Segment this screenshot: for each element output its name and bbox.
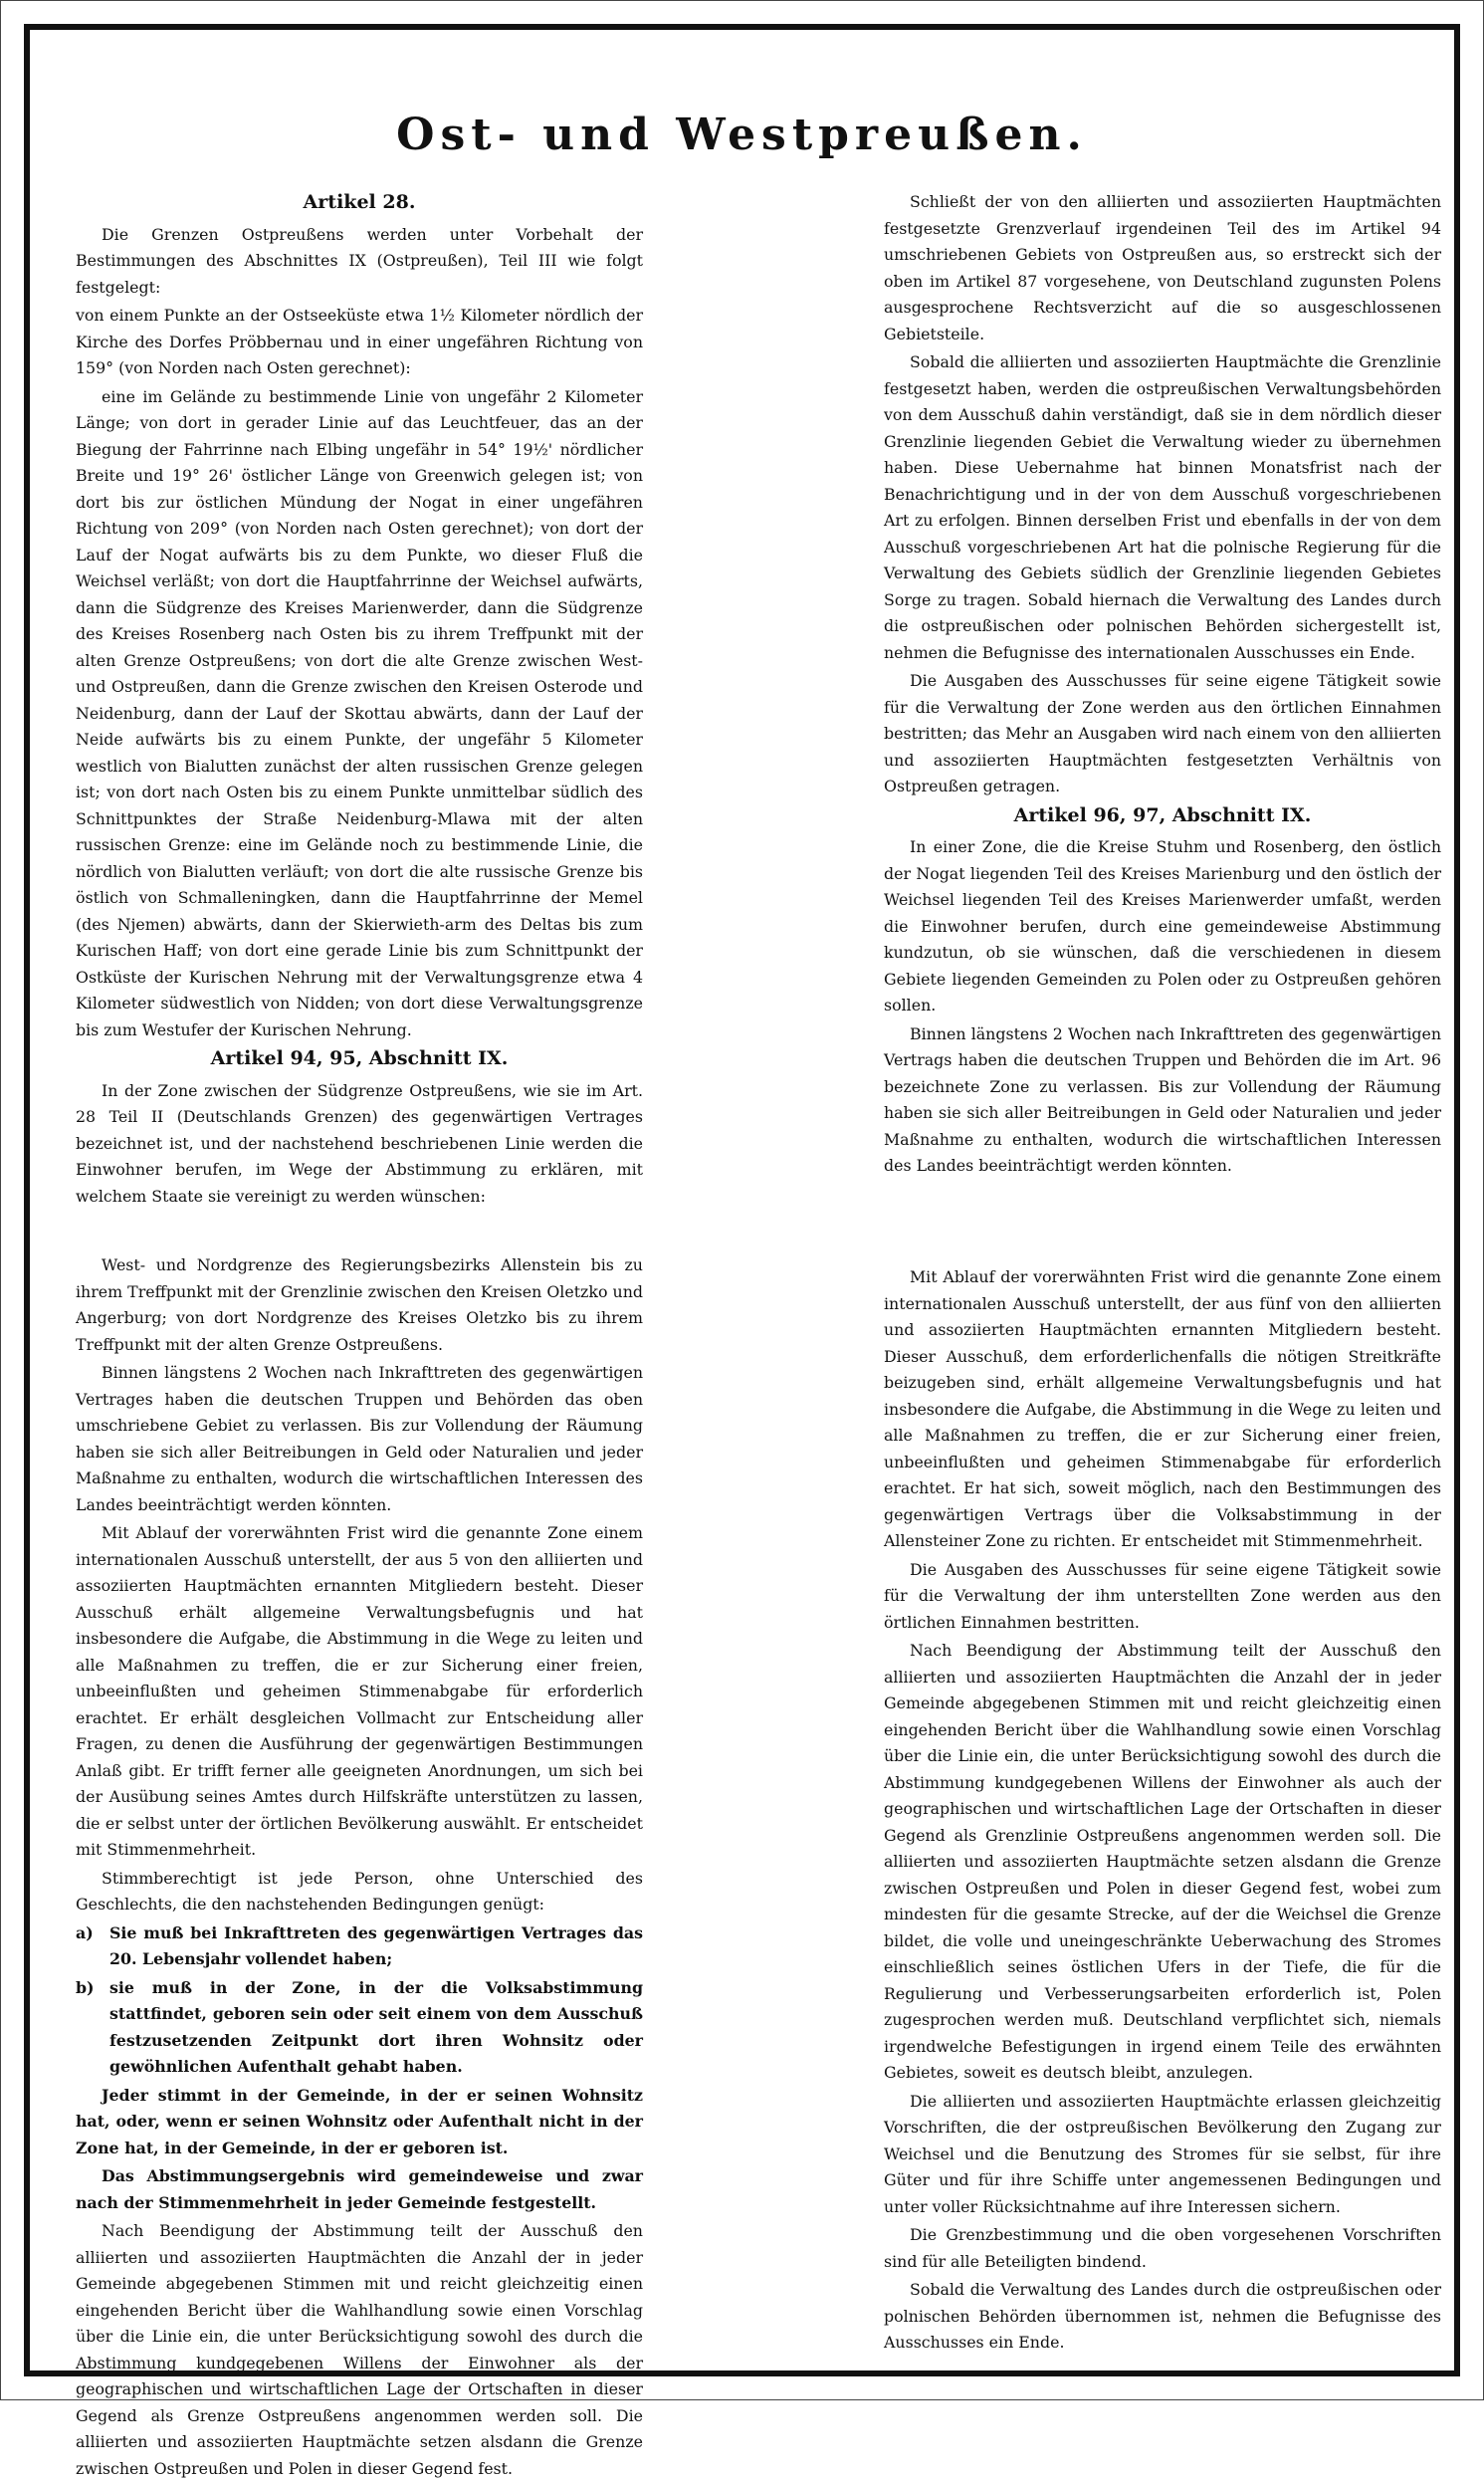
paragraph: eine im Gelände zu bestimmende Linie von ungefähr 2 Kilometer Länge; von dort in gerader Linie auf das Leuchtfeuer, das an der Biegung der Fahrrinne nach Elbing ungefähr in 54° 19½' nördlicher Breite und 19° 26' östlicher Länge von Greenwich gelegen ist; von dort bis zur östlichen Mündung der Nogat in einer ungefähren Richtung von 209° (von Norden nach Osten gerechnet); von dort der Lauf der Nogat aufwärts bis zu dem Punkte, wo dieser Fluß die Weichsel verläßt; von dort die Hauptfahrrinne der Weichsel aufwärts, dann die Südgrenze des Kreises Marienwerder, dann die Südgrenze des Kreises Rosenberg nach Osten bis zu ihrem Treffpunkt mit der alten Grenze Ostpreußens; von dort die alte Grenze zwischen West- und Ostpreußen, dann die Grenze zwischen den Kreisen Osterode und Neidenburg, dann der Lauf der Skottau abwärts, dann der Lauf der Neide aufwärts bis zu einem Punkte, der ungefähr 5 Kilometer westlich von Bialutten zunächst der alten russischen Grenze gelegen ist; von dort nach Osten bis zu einem Punkte unmittelbar südlich des Schnittpunktes der Straße Neidenburg-Mlawa mit der alten russischen Grenze: eine im Gelände noch zu bestimmende Linie, die nördlich von Bialutten verläuft; von dort die alte russische Grenze bis östlich von Schmalleningken, dann die Hauptfahrrinne der Memel (des Njemen) abwärts, dann der Skierwieth-arm des Deltas bis zum Kurischen Haff; von dort eine gerade Linie bis zum Schnittpunkt der Ostküste der Kurischen Nehrung mit der Verwaltungsgrenze etwa 4 Kilometer südwestlich von Nidden; von dort diese Verwaltungsgrenze bis zum Westufer der Kurischen Nehrung. xyxy=(76,386,643,1039)
paragraph: Die Grenzbestimmung und die oben vorgesehenen Vorschriften sind für alle Beteiligten bindend. xyxy=(884,2225,1441,2271)
list-item xyxy=(76,1920,643,1973)
list-marker: a) xyxy=(76,1922,94,1942)
article-heading: Artikel 94, 95, Abschnitt IX. xyxy=(210,1047,509,1069)
paragraph: Mit Ablauf der vorerwähnten Frist wird die genannte Zone einem internationalen Ausschuß unterstellt, der aus 5 von den alliierten und assoziierten Hauptmächten ernannten Mitgliedern besteht. Dieser Ausschuß erhält allgemeine Verwaltungsbefugnis und hat insbesondere die Aufgabe, die Abstimmung in die Wege zu leiten und alle Maßnahmen zu treffen, die er zur Sicherung einer freien, unbeeinflußten und geheimen Stimmenabgabe für erforderlich erachtet. Er erhält desgleichen Vollmacht zur Entscheidung aller Fragen, zu denen die Ausführung der gegenwärtigen Bestimmungen Anlaß gibt. Er trifft ferner alle geeigneten Anordnungen, um sich bei der Ausübung seines Amtes durch Hilfskräfte unterstützen zu lassen, die er selbst unter der örtlichen Bevölkerung auswählt. Er entscheidet mit Stimmenmehrheit. xyxy=(76,1523,643,1859)
paragraph: Die Ausgaben des Ausschusses für seine eigene Tätigkeit sowie für die Verwaltung der ihm unterstellten Zone werden aus den örtlichen Einnahmen bestritten. xyxy=(884,1559,1441,1632)
column-bottom-right xyxy=(884,1264,1441,2352)
paragraph: Mit Ablauf der vorerwähnten Frist wird die genannte Zone einem internationalen Ausschuß unterstellt, der aus fünf von den alliierten und assoziierten Hauptmächten ernannten Mitgliedern besteht. Dieser Ausschuß, dem erforderlichenfalls die nötigen Streitkräfte beizugeben sind, erhält allgemeine Verwaltungsbefugnis und hat insbesondere die Aufgabe, die Abstimmung in die Wege zu leiten und alle Maßnahmen zu treffen, die er zur Sicherung einer freien, unbeeinflußten und geheimen Stimmenabgabe für erforderlich erachtet. Er hat sich, soweit möglich, nach den Bestimmungen des gegenwärtigen Vertrags über die Volksabstimmung in der Allensteiner Zone zu richten. Er entscheidet mit Stimmenmehrheit. xyxy=(884,1267,1441,1550)
paragraph: Die Ausgaben des Ausschusses für seine eigene Tätigkeit sowie für die Verwaltung der Zone werden aus den örtlichen Einnahmen bestritten; das Mehr an Ausgaben wird nach einem von den alliierten und assoziierten Hauptmächten festgesetzten Verhältnis von Ostpreußen getragen. xyxy=(884,671,1441,795)
paragraph: Nach Beendigung der Abstimmung teilt der Ausschuß den alliierten und assoziierten Hauptmächten die Anzahl der in jeder Gemeinde abgegebenen Stimmen mit und reicht gleichzeitig einen eingehenden Bericht über die Wahlhandlung sowie einen Vorschlag über die Linie ein, die unter Berücksichtigung sowohl des durch die Abstimmung kundgegebenen Willens der Einwohner als der geographischen und wirtschaftlichen Lage der Ortschaften in dieser Gegend als Grenze Ostpreußens angenommen werden soll. Die alliierten und assoziierten Hauptmächte setzen alsdann die Grenze zwischen Ostpreußen und Polen in dieser Gegend fest. xyxy=(76,2221,643,2478)
article-heading: Artikel 96, 97, Abschnitt IX. xyxy=(1013,803,1312,826)
list-item xyxy=(76,1975,643,2081)
paragraph: Sobald die alliierten und assoziierten Hauptmächte die Grenzlinie festgesetzt haben, werden die ostpreußischen Verwaltungsbehörden von dem Ausschuß dahin verständigt, daß sie in dem nördlich dieser Grenzlinie liegenden Gebiet die Verwaltung wieder zu übernehmen haben. Diese Uebernahme hat binnen Monatsfrist nach der Benachrichtigung und in der von dem Ausschuß vorgeschriebenen Art zu erfolgen. Binnen derselben Frist und ebenfalls in der von dem Ausschuß vorgeschriebenen Art hat die polnische Regierung für die Verwaltung des Gebiets südlich der Grenzlinie liegenden Gebietes Sorge zu tragen. Sobald hiernach die Verwaltung des Landes durch die ostpreußischen oder polnischen Behörden sichergestellt ist, nehmen die Befugnisse des internationalen Ausschusses ein Ende. xyxy=(884,352,1441,662)
document-frame xyxy=(24,24,1460,2478)
list-item-text: sie muß in der Zone, in der die Volksabstimmung stattfindet, geboren sein oder seit einem von dem Ausschuß festzusetzenden Zeitpunkt dort ihren Wohnsitz oder gewöhnlichen Aufenthalt gehabt haben. xyxy=(109,1977,643,2076)
column-top-left xyxy=(76,189,643,1206)
paragraph: Das Abstimmungsergebnis wird gemeindeweise und zwar nach der Stimmenmehrheit in jeder Gemeinde festgestellt. xyxy=(76,2166,643,2212)
paragraph: Sobald die Verwaltung des Landes durch die ostpreußischen oder polnischen Behörden übernommen ist, nehmen die Befugnisse des Ausschusses ein Ende. xyxy=(884,2280,1441,2352)
page-title: Ost- und Westpreußen. xyxy=(396,110,1088,160)
paragraph: Die alliierten und assoziierten Hauptmächte erlassen gleichzeitig Vorschriften, die der ostpreußischen Bevölkerung den Zugang zur Weichsel und die Benutzung des Stromes für sie selbst, für ihre Güter und für ihre Schiffe unter angemessenen Bedingungen und unter voller Rücksichtnahme auf ihre Interessen sichern. xyxy=(884,2091,1441,2216)
paragraph: Die Grenzen Ostpreußens werden unter Vorbehalt der Bestimmungen des Abschnittes IX (Ostpreußen), Teil III wie folgt festgelegt: xyxy=(76,224,643,297)
list-item-text: Sie muß bei Inkrafttreten des gegenwärtigen Vertrages das 20. Lebensjahr vollendet haben; xyxy=(109,1922,643,1968)
paragraph: In der Zone zwischen der Südgrenze Ostpreußens, wie sie im Art. 28 Teil II (Deutschlands Grenzen) des gegenwärtigen Vertrages bezeichnet ist, und der nachstehend beschriebenen Linie werden die Einwohner berufen, im Wege der Abstimmung zu erklären, mit welchem Staate sie vereinigt zu werden wünschen: xyxy=(76,1080,643,1206)
paragraph: Stimmberechtigt ist jede Person, ohne Unterschied des Geschlechts, die den nachstehenden Bedingungen genügt: xyxy=(76,1868,643,1914)
paragraph: Binnen längstens 2 Wochen nach Inkrafttreten des gegenwärtigen Vertrages haben die deutschen Truppen und Behörden das oben umschriebene Gebiet zu verlassen. Bis zur Vollendung der Räumung haben sie sich aller Beitreibungen in Geld oder Naturalien und jeder Maßnahme zu enthalten, wodurch die wirtschaftlichen Interessen des Landes beeinträchtigt werden könnten. xyxy=(76,1363,643,1514)
column-top-right xyxy=(884,189,1441,1175)
list-marker: b) xyxy=(76,1977,95,1997)
paragraph: Schließt der von den alliierten und assoziierten Hauptmächten festgesetzte Grenzverlauf irgendeinen Teil des im Artikel 94 umschriebenen Gebiets von Ostpreußen aus, so erstreckt sich der oben im Artikel 87 vorgesehene, von Deutschland zugunsten Polens ausgesprochene Rechtsverzicht auf die so ausgeschlossenen Gebietsteile. xyxy=(884,192,1441,343)
paragraph: Jeder stimmt in der Gemeinde, in der er seinen Wohnsitz hat, oder, wenn er seinen Wohnsitz oder Aufenthalt nicht in der Zone hat, in der Gemeinde, in der er geboren ist. xyxy=(76,2085,643,2157)
paragraph: West- und Nordgrenze des Regierungsbezirks Allenstein bis zu ihrem Treffpunkt mit der Grenzlinie zwischen den Kreisen Oletzko und Angerburg; von dort Nordgrenze des Kreises Oletzko bis zu ihrem Treffpunkt mit der alten Grenze Ostpreußens. xyxy=(76,1255,643,1354)
paragraph: Nach Beendigung der Abstimmung teilt der Ausschuß den alliierten und assoziierten Hauptmächten die Anzahl der in jeder Gemeinde abgegebenen Stimmen mit und reicht gleichzeitig einen eingehenden Bericht über die Wahlhandlung sowie einen Vorschlag über die Linie ein, die unter Berücksichtigung sowohl des durch die Abstimmung kundgegebenen Willens der Einwohner als auch der geographischen und wirtschaftlichen Lage der Ortschaften in dieser Gegend als Grenzlinie Ostpreußens angenommen werden soll. Die alliierten und assoziierten Hauptmächte setzen alsdann die Grenze zwischen Ostpreußen und Polen in dieser Gegend fest, wobei zum mindesten für die gesamte Strecke, auf der die Weichsel die Grenze bildet, die volle und uneingeschränkte Ueberwachung des Stromes einschließlich seines östlichen Ufers in der Tiefe, die für die Regulierung und Verbesserungsarbeiten erforderlich ist, Polen zugesprochen werden muß. Deutschland verpflichtet sich, niemals irgendwelche Befestigungen in irgend einem Teile des erwähnten Gebietes, soweit es deutsch bleibt, anzulegen. xyxy=(884,1641,1441,2082)
paragraph: In einer Zone, die die Kreise Stuhm und Rosenberg, den östlich der Nogat liegenden Teil des Kreises Marienburg und den östlich der Weichsel liegenden Teil des Kreises Marienwerder umfaßt, werden die Einwohner berufen, durch eine gemeindeweise Abstimmung kundzutun, ob sie wünschen, daß die verschiedenen in diesem Gebiete liegenden Gemeinden zu Polen oder zu Ostpreußen gehören sollen. xyxy=(884,837,1441,1015)
paragraph: Binnen längstens 2 Wochen nach Inkrafttreten des gegenwärtigen Vertrags haben die deutschen Truppen und Behörden die im Art. 96 bezeichnete Zone zu verlassen. Bis zur Vollendung der Räumung haben sie sich aller Beitreibungen in Geld oder Naturalien und jeder Maßnahme zu enthalten, wodurch die wirtschaftlichen Interessen des Landes beeinträchtigt werden könnten. xyxy=(884,1023,1441,1175)
column-bottom-left xyxy=(76,1252,643,2478)
article-heading: Artikel 28. xyxy=(303,191,416,213)
paragraph: von einem Punkte an der Ostseeküste etwa 1½ Kilometer nördlich der Kirche des Dorfes Pröbbernau und in einer ungefähren Richtung von 159° (von Norden nach Osten gerechnet): xyxy=(76,306,643,377)
